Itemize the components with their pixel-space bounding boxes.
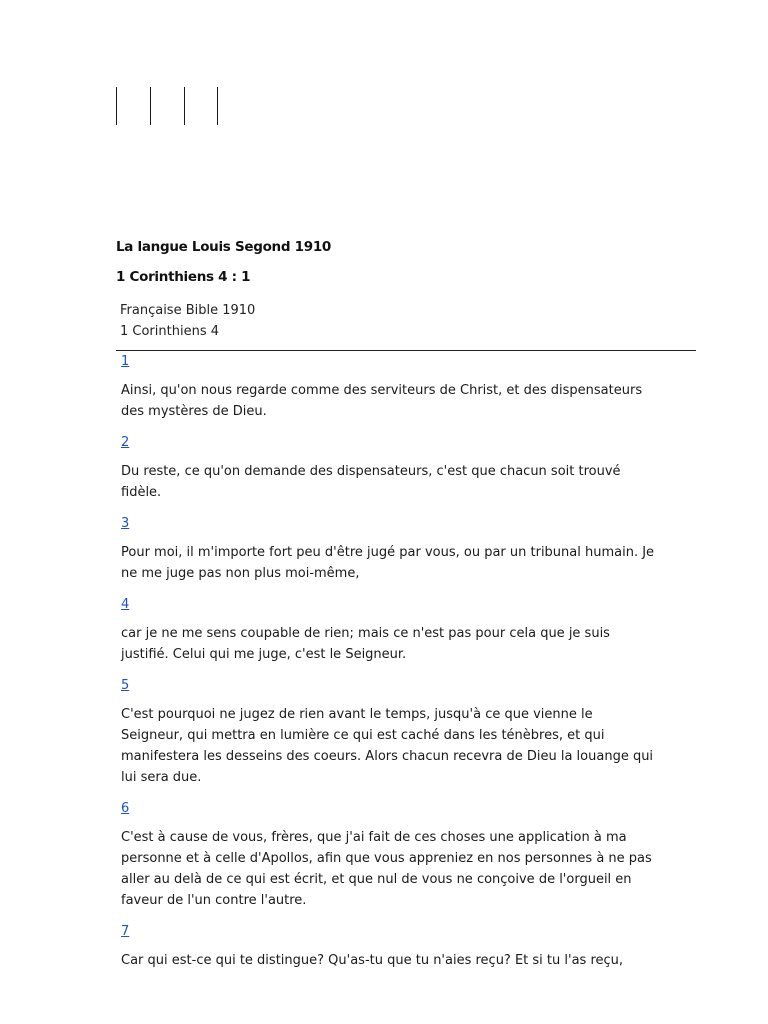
verse-item — [121, 675, 657, 788]
verse-text: Pour moi, il m'importe fort peu d'être jugé par vous, ou par un tribunal humain. Je ne me juge pas non plus moi-même, — [121, 545, 655, 581]
verse-text: C'est à cause de vous, frères, que j'ai fait de ces choses une application à ma personne et à celle d'Apollos, afin que vous appreniez en nos personnes à ne pas aller au delà de ce qui est écrit, et que nul de vous ne conçoive de l'orgueil en faveur de l'un contre l'autre. — [121, 830, 652, 908]
vertical-bar — [150, 87, 151, 125]
verse-text: car je ne me sens coupable de rien; mais ce n'est pas pour cela que je suis justifié. Celui qui me juge, c'est le Seigneur. — [121, 626, 610, 662]
verse-number-link[interactable]: 5 — [121, 678, 130, 693]
verse-item — [121, 351, 657, 422]
verse-number-link[interactable]: 6 — [121, 801, 130, 816]
verse-text: C'est pourquoi ne jugez de rien avant le temps, jusqu'à ce que vienne le Seigneur, qui mettra en lumière ce qui est caché dans les ténèbres, et qui manifestera les desseins des coeurs. Alors chacun recevra de Dieu la louange qui lui sera due. — [121, 707, 654, 785]
verse-number-link[interactable]: 1 — [121, 354, 130, 369]
bible-name: Française Bible 1910 — [120, 303, 256, 318]
verse-item — [121, 798, 657, 911]
verse-item — [121, 432, 657, 503]
vertical-bar — [116, 87, 117, 125]
decorative-bars — [116, 87, 226, 125]
verse-item — [121, 594, 657, 665]
verse-reference: 1 Corinthiens 4 : 1 — [116, 269, 251, 285]
page-title: La langue Louis Segond 1910 — [116, 239, 332, 255]
verse-number-link[interactable]: 4 — [121, 597, 130, 612]
verse-text: Ainsi, qu'on nous regarde comme des serviteurs de Christ, et des dispensateurs des mystères de Dieu. — [121, 383, 643, 419]
chapter-name: 1 Corinthiens 4 — [120, 324, 219, 339]
verse-text: Car qui est-ce qui te distingue? Qu'as-tu que tu n'aies reçu? Et si tu l'as reçu, — [121, 953, 624, 968]
verse-text: Du reste, ce qu'on demande des dispensateurs, c'est que chacun soit trouvé fidèle. — [121, 464, 621, 500]
verse-number-link[interactable]: 2 — [121, 435, 130, 450]
verse-item — [121, 921, 657, 971]
verse-number-link[interactable]: 3 — [121, 516, 130, 531]
verse-item — [121, 513, 657, 584]
vertical-bar — [217, 87, 218, 125]
bible-meta — [120, 300, 255, 342]
verse-list — [121, 351, 657, 981]
vertical-bar — [184, 87, 185, 125]
verse-number-link[interactable]: 7 — [121, 924, 130, 939]
